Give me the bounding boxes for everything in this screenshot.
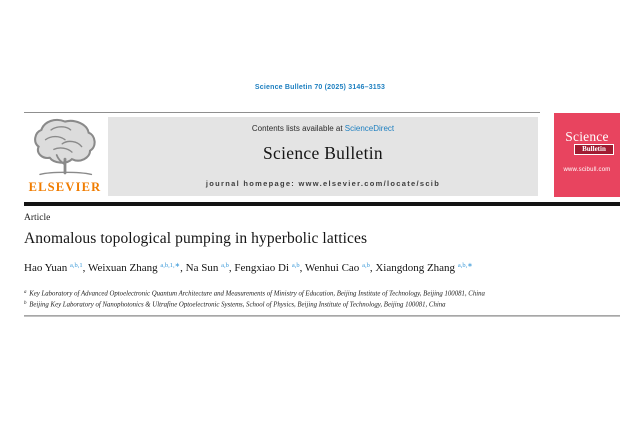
cover-url-link[interactable]: www.scibull.com: [563, 166, 611, 173]
author-affiliation-superscript[interactable]: a,b,1: [70, 262, 83, 269]
cover-subtitle-badge: Bulletin: [574, 144, 614, 155]
elsevier-wordmark: ELSEVIER: [28, 180, 102, 194]
author-affiliation-superscript[interactable]: a,b: [221, 262, 229, 269]
top-divider: [24, 112, 540, 113]
author-name: Wenhui Cao: [304, 262, 363, 274]
article-title: Anomalous topological pumping in hyperbolic lattices: [24, 230, 368, 247]
author-name: Fengxiao Di: [234, 262, 292, 274]
journal-cover-thumbnail: [554, 113, 620, 197]
journal-banner: [108, 117, 538, 196]
contents-line-text: Contents lists available at: [251, 124, 345, 133]
elsevier-logo: [24, 116, 106, 200]
author-name: Xiangdong Zhang: [375, 262, 458, 274]
author-name: Weixuan Zhang: [87, 262, 161, 274]
cover-title: Science: [565, 129, 609, 144]
elsevier-tree-icon: [24, 116, 106, 180]
affiliation-marker: b: [24, 301, 27, 306]
affiliation-line: $^a$ Key Laboratory of Advanced Optoelectronic Quantum Architecture and Measurements of Ministry of Education, Beijing Institute of Technology, Beijing 100081, China: [24, 290, 485, 298]
affiliation-marker: a: [24, 290, 27, 295]
author-affiliation-superscript[interactable]: a,b,∗: [457, 262, 473, 269]
author-affiliation-superscript[interactable]: a,b: [362, 262, 370, 269]
author-name: Na Sun: [185, 262, 222, 274]
author-list: Hao Yuan $^{a,b,1}$, Weixuan Zhang $^{a,b,1,∗}$, Na Sun $^{a,b}$, Fengxiao Di $^{a,b}$, Wenhui Cao $^{a,b}$, Xiangdong Zhang $^{a,b,∗}$: [24, 262, 473, 274]
author-affiliation-superscript[interactable]: a,b,1,∗: [160, 262, 181, 269]
author-affiliation-superscript[interactable]: a,b: [291, 262, 300, 269]
front-matter-divider: [24, 315, 620, 317]
contents-line: [108, 124, 538, 133]
journal-name: Science Bulletin: [263, 143, 383, 163]
affiliation-list: [24, 288, 616, 310]
journal-homepage-link[interactable]: journal homepage: www.elsevier.com/locate/scib: [205, 179, 441, 188]
sciencedirect-link[interactable]: ScienceDirect: [344, 124, 395, 133]
header-thick-divider: [24, 202, 620, 206]
affiliation-line: $^b$ Beijing Key Laboratory of Nanophotonics & Ultrafine Optoelectronic Systems, School of Physics, Beijing Institute of Technology, Beijing 100081, China: [24, 301, 446, 309]
author-name: Hao Yuan: [24, 262, 71, 274]
running-head-citation: Science Bulletin 70 (2025) 3146–3153: [254, 84, 386, 91]
article-type-label: Article: [24, 213, 51, 223]
